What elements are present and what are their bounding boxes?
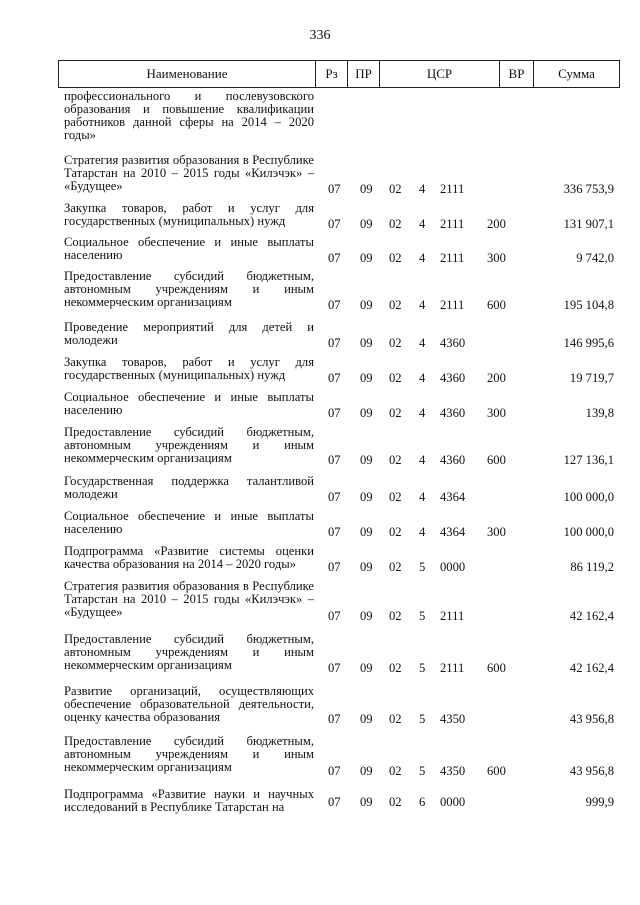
row-vr: 200 [487,371,506,385]
row-csr-code: 4364 [440,525,466,539]
row-vr: 300 [487,525,506,539]
row-csr-program: 02 [389,560,402,574]
row-vr: 600 [487,298,506,312]
row-csr-subprogram: 4 [419,217,426,231]
row-name: Развитие организаций, осуществляющих обеспечение образовательной деятельности, оценку качества образования [64,684,314,724]
row-sum: 9 742,0 [576,251,614,265]
table-row [0,321,640,356]
row-csr-code: 4360 [440,371,466,385]
table-row [0,685,640,735]
row-csr-subprogram: 5 [419,712,426,726]
row-csr-program: 02 [389,336,402,350]
row-sum: 999,9 [585,795,614,809]
row-csr-subprogram: 5 [419,764,426,778]
row-csr-code: 0000 [440,795,466,809]
row-csr-program: 02 [389,764,402,778]
row-rz: 07 [328,336,341,350]
row-rz: 07 [328,453,341,467]
row-pr: 09 [360,764,373,778]
table-row [0,270,640,321]
row-sum: 146 995,6 [563,336,614,350]
row-sum: 336 753,9 [563,182,614,196]
row-csr-program: 02 [389,453,402,467]
header-pr: ПР [348,61,380,87]
row-csr-subprogram: 4 [419,336,426,350]
row-pr: 09 [360,336,373,350]
row-sum: 42 162,4 [569,661,614,675]
row-csr-code: 4364 [440,490,466,504]
row-csr-code: 2111 [440,661,465,675]
row-csr-subprogram: 5 [419,560,426,574]
row-vr: 600 [487,453,506,467]
row-name: Социальное обеспечение и иные выплаты населению [64,390,314,417]
table-row [0,391,640,426]
table-row [0,545,640,580]
row-pr: 09 [360,453,373,467]
row-rz: 07 [328,525,341,539]
row-csr-subprogram: 4 [419,453,426,467]
row-csr-program: 02 [389,712,402,726]
row-csr-code: 4360 [440,406,466,420]
row-pr: 09 [360,795,373,809]
row-pr: 09 [360,406,373,420]
row-pr: 09 [360,661,373,675]
row-csr-subprogram: 4 [419,298,426,312]
header-csr: ЦСР [380,61,500,87]
row-csr-subprogram: 5 [419,661,426,675]
row-name: Социальное обеспечение и иные выплаты населению [64,509,314,536]
row-vr: 600 [487,661,506,675]
row-csr-program: 02 [389,795,402,809]
row-pr: 09 [360,712,373,726]
row-csr-code: 4350 [440,712,466,726]
row-csr-program: 02 [389,609,402,623]
row-csr-program: 02 [389,661,402,675]
row-csr-program: 02 [389,490,402,504]
row-pr: 09 [360,251,373,265]
row-csr-code: 4350 [440,764,466,778]
header-rz: Рз [316,61,348,87]
table-row [0,154,640,202]
header-vr: ВР [500,61,534,87]
row-sum: 195 104,8 [563,298,614,312]
table-row [0,475,640,510]
row-name: Государственная поддержка талантливой молодежи [64,474,314,501]
row-pr: 09 [360,490,373,504]
row-csr-subprogram: 4 [419,525,426,539]
row-sum: 43 956,8 [569,712,614,726]
table-row [0,236,640,270]
row-csr-code: 4360 [440,336,466,350]
table-row [0,788,640,824]
row-csr-program: 02 [389,298,402,312]
row-csr-code: 0000 [440,560,466,574]
row-rz: 07 [328,560,341,574]
row-pr: 09 [360,371,373,385]
row-rz: 07 [328,217,341,231]
row-rz: 07 [328,406,341,420]
table-row [0,426,640,475]
row-name: Предоставление субсидий бюджетным, автономным учреждениям и иным некоммерческим организациям [64,269,314,309]
row-pr: 09 [360,182,373,196]
row-rz: 07 [328,661,341,675]
row-csr-subprogram: 5 [419,609,426,623]
row-name: Стратегия развития образования в Республике Татарстан на 2010 – 2015 годы «Килэчэк» – «Будущее» [64,579,314,619]
row-pr: 09 [360,560,373,574]
row-pr: 09 [360,609,373,623]
row-vr: 200 [487,217,506,231]
row-rz: 07 [328,371,341,385]
row-sum: 86 119,2 [570,560,614,574]
row-csr-program: 02 [389,251,402,265]
row-sum: 100 000,0 [563,490,614,504]
row-name: Закупка товаров, работ и услуг для государственных (муниципальных) нужд [64,201,314,228]
row-sum: 127 136,1 [563,453,614,467]
row-pr: 09 [360,298,373,312]
row-pr: 09 [360,525,373,539]
row-csr-subprogram: 4 [419,251,426,265]
row-csr-subprogram: 4 [419,490,426,504]
row-rz: 07 [328,795,341,809]
row-sum: 139,8 [585,406,614,420]
row-name: Предоставление субсидий бюджетным, автономным учреждениям и иным некоммерческим организациям [64,425,314,465]
row-csr-subprogram: 4 [419,406,426,420]
row-name: профессионального и послевузовского образования и повышение квалификации работников данной сферы на 2014 – 2020 годы» [64,89,314,142]
row-csr-code: 2111 [440,609,465,623]
row-csr-code: 4360 [440,453,466,467]
row-pr: 09 [360,217,373,231]
row-sum: 100 000,0 [563,525,614,539]
row-name: Предоставление субсидий бюджетным, автономным учреждениям и иным некоммерческим организациям [64,632,314,672]
row-rz: 07 [328,712,341,726]
table-row [0,90,640,154]
row-csr-code: 2111 [440,251,465,265]
row-sum: 131 907,1 [563,217,614,231]
row-rz: 07 [328,609,341,623]
row-csr-program: 02 [389,406,402,420]
row-csr-program: 02 [389,182,402,196]
table-row [0,580,640,633]
row-name: Закупка товаров, работ и услуг для государственных (муниципальных) нужд [64,355,314,382]
row-csr-subprogram: 4 [419,371,426,385]
table-header [58,60,620,88]
row-rz: 07 [328,490,341,504]
row-csr-code: 2111 [440,217,465,231]
table-row [0,510,640,545]
row-name: Предоставление субсидий бюджетным, автономным учреждениям и иным некоммерческим организациям [64,734,314,774]
row-name: Подпрограмма «Развитие науки и научных исследований в Республике Татарстан на [64,787,314,814]
table-row [0,633,640,685]
header-sum: Сумма [558,66,595,81]
row-name: Стратегия развития образования в Республике Татарстан на 2010 – 2015 годы «Килэчэк» – «Будущее» [64,153,314,193]
table-row [0,202,640,236]
row-name: Социальное обеспечение и иные выплаты населению [64,235,314,262]
table-row [0,735,640,788]
row-vr: 600 [487,764,506,778]
row-csr-subprogram: 4 [419,182,426,196]
row-csr-program: 02 [389,217,402,231]
row-rz: 07 [328,182,341,196]
row-name: Подпрограмма «Развитие системы оценки качества образования на 2014 – 2020 годы» [64,544,314,571]
row-sum: 43 956,8 [569,764,614,778]
header-name: Наименование [59,61,316,87]
row-sum: 42 162,4 [569,609,614,623]
row-rz: 07 [328,764,341,778]
row-csr-code: 2111 [440,298,465,312]
row-csr-code: 2111 [440,182,465,196]
row-vr: 300 [487,406,506,420]
table-row [0,356,640,391]
row-vr: 300 [487,251,506,265]
page-number: 336 [309,28,331,43]
row-rz: 07 [328,251,341,265]
row-csr-program: 02 [389,525,402,539]
row-rz: 07 [328,298,341,312]
row-name: Проведение мероприятий для детей и молодежи [64,320,314,347]
table-body [0,90,640,824]
row-csr-subprogram: 6 [419,795,426,809]
row-csr-program: 02 [389,371,402,385]
row-sum: 19 719,7 [569,371,614,385]
